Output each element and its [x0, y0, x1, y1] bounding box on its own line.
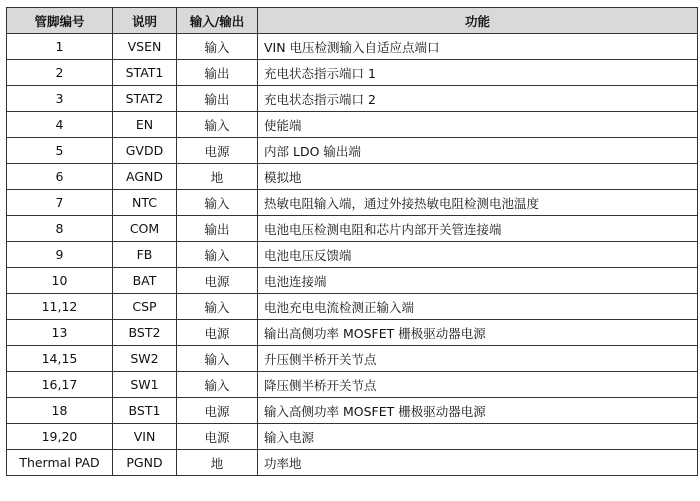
- io-cell: 输出: [177, 86, 258, 112]
- description-cell: EN: [113, 112, 177, 138]
- io-cell: 输入: [177, 372, 258, 398]
- function-cell: 电池电压反馈端: [258, 242, 698, 268]
- description-cell: BAT: [113, 268, 177, 294]
- description-cell: NTC: [113, 190, 177, 216]
- description-cell: CSP: [113, 294, 177, 320]
- table-row: [7, 242, 698, 268]
- io-cell: 电源: [177, 398, 258, 424]
- function-cell: 输入电源: [258, 424, 698, 450]
- function-cell: 输入高侧功率 MOSFET 栅极驱动器电源: [258, 398, 698, 424]
- io-cell: 电源: [177, 424, 258, 450]
- function-cell: 输出高侧功率 MOSFET 栅极驱动器电源: [258, 320, 698, 346]
- function-cell: 电池连接端: [258, 268, 698, 294]
- header-io: 输入/输出: [177, 8, 258, 34]
- description-cell: GVDD: [113, 138, 177, 164]
- table-row: [7, 216, 698, 242]
- pin-number-cell: 13: [7, 320, 113, 346]
- io-cell: 电源: [177, 138, 258, 164]
- header-function: 功能: [258, 8, 698, 34]
- io-cell: 输入: [177, 294, 258, 320]
- description-cell: BST2: [113, 320, 177, 346]
- pin-number-cell: 14,15: [7, 346, 113, 372]
- description-cell: SW1: [113, 372, 177, 398]
- io-cell: 输入: [177, 242, 258, 268]
- table-row: [7, 86, 698, 112]
- table-row: [7, 294, 698, 320]
- table-row: [7, 346, 698, 372]
- pin-number-cell: Thermal PAD: [7, 450, 113, 476]
- io-cell: 输入: [177, 34, 258, 60]
- table-row: [7, 320, 698, 346]
- function-cell: 升压侧半桥开关节点: [258, 346, 698, 372]
- pin-number-cell: 3: [7, 86, 113, 112]
- description-cell: VIN: [113, 424, 177, 450]
- pin-number-cell: 5: [7, 138, 113, 164]
- pin-number-cell: 19,20: [7, 424, 113, 450]
- header-description: 说明: [113, 8, 177, 34]
- function-cell: 模拟地: [258, 164, 698, 190]
- pin-number-cell: 8: [7, 216, 113, 242]
- table-row: [7, 34, 698, 60]
- table-row: [7, 398, 698, 424]
- pin-number-cell: 10: [7, 268, 113, 294]
- io-cell: 输入: [177, 190, 258, 216]
- description-cell: FB: [113, 242, 177, 268]
- table-row: [7, 138, 698, 164]
- function-cell: 热敏电阻输入端，通过外接热敏电阻检测电池温度: [258, 190, 698, 216]
- io-cell: 地: [177, 450, 258, 476]
- table-row: [7, 268, 698, 294]
- io-cell: 输入: [177, 346, 258, 372]
- pin-number-cell: 4: [7, 112, 113, 138]
- pin-number-cell: 1: [7, 34, 113, 60]
- table-row: [7, 164, 698, 190]
- header-row: [7, 8, 698, 34]
- function-cell: 降压侧半桥开关节点: [258, 372, 698, 398]
- function-cell: 电池电压检测电阻和芯片内部开关管连接端: [258, 216, 698, 242]
- function-cell: 功率地: [258, 450, 698, 476]
- pin-number-cell: 2: [7, 60, 113, 86]
- function-cell: 电池充电电流检测正输入端: [258, 294, 698, 320]
- pin-number-cell: 16,17: [7, 372, 113, 398]
- table-body: [7, 34, 698, 476]
- function-cell: 内部 LDO 输出端: [258, 138, 698, 164]
- description-cell: AGND: [113, 164, 177, 190]
- pin-number-cell: 9: [7, 242, 113, 268]
- function-cell: 充电状态指示端口 2: [258, 86, 698, 112]
- description-cell: COM: [113, 216, 177, 242]
- table-row: [7, 112, 698, 138]
- pin-number-cell: 18: [7, 398, 113, 424]
- io-cell: 地: [177, 164, 258, 190]
- table-row: [7, 60, 698, 86]
- function-cell: 充电状态指示端口 1: [258, 60, 698, 86]
- table-row: [7, 190, 698, 216]
- description-cell: SW2: [113, 346, 177, 372]
- description-cell: PGND: [113, 450, 177, 476]
- io-cell: 输出: [177, 216, 258, 242]
- pin-number-cell: 7: [7, 190, 113, 216]
- description-cell: STAT2: [113, 86, 177, 112]
- description-cell: BST1: [113, 398, 177, 424]
- pin-number-cell: 6: [7, 164, 113, 190]
- pin-number-cell: 11,12: [7, 294, 113, 320]
- table-row: [7, 424, 698, 450]
- table-row: [7, 372, 698, 398]
- description-cell: VSEN: [113, 34, 177, 60]
- io-cell: 电源: [177, 320, 258, 346]
- table-row: [7, 450, 698, 476]
- io-cell: 电源: [177, 268, 258, 294]
- table-header: [7, 8, 698, 34]
- function-cell: 使能端: [258, 112, 698, 138]
- description-cell: STAT1: [113, 60, 177, 86]
- io-cell: 输出: [177, 60, 258, 86]
- io-cell: 输入: [177, 112, 258, 138]
- function-cell: VIN 电压检测输入自适应点端口: [258, 34, 698, 60]
- header-pin-number: 管脚编号: [7, 8, 113, 34]
- pin-description-table: [6, 7, 698, 476]
